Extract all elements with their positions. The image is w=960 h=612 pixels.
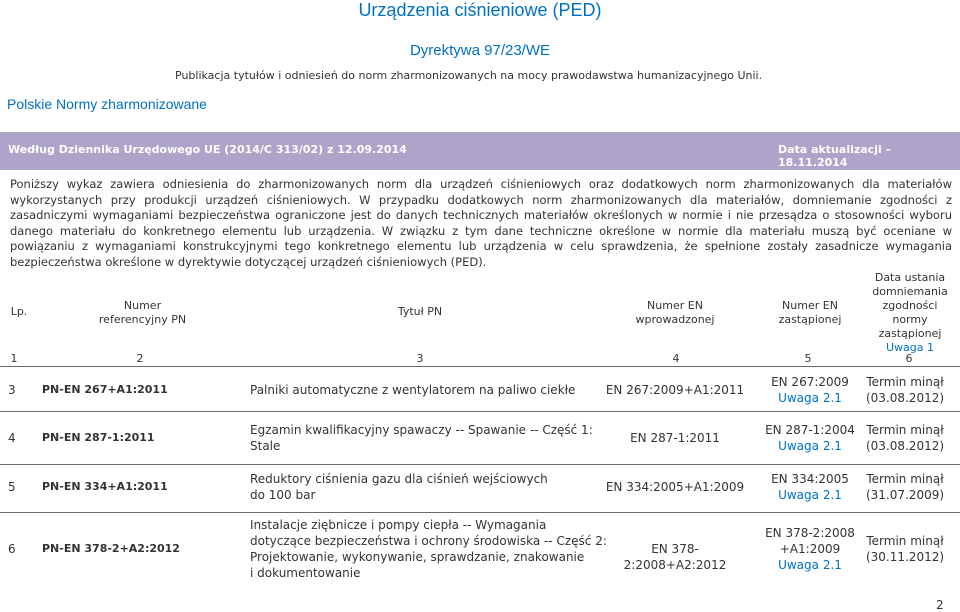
row-deadline: Termin minął (31.07.2009)	[865, 472, 945, 502]
row-lp: 6	[8, 542, 16, 556]
column-number: 5	[804, 352, 812, 365]
row-en-introduced: EN 287-1:2011	[630, 431, 720, 445]
row-en-replaced: EN 378-2:2008 +A1:2009 Uwaga 2.1	[750, 525, 870, 573]
table-divider	[0, 464, 960, 465]
row-en-introduced: EN 267:2009+A1:2011	[605, 383, 745, 397]
row-title: Egzamin kwalifikacyjny spawaczy -- Spawanie -- Część 1: Stale	[250, 423, 593, 453]
column-number: 1	[10, 352, 18, 365]
row-pn-number: PN-EN 334+A1:2011	[42, 480, 168, 493]
publication-note: Publikacja tytułów i odniesień do norm zharmonizowanych na mocy prawodawstwa humanizacyjnego Unii.	[175, 69, 763, 82]
row-lp: 3	[8, 383, 16, 397]
update-date: Data aktualizacji – 18.11.2014	[778, 143, 892, 169]
row-pn-number: PN-EN 287-1:2011	[42, 431, 155, 444]
row-en-introduced: EN 334:2005+A1:2009	[605, 480, 745, 494]
row-title: Reduktory ciśnienia gazu dla ciśnień wejściowych do 100 bar	[250, 472, 548, 502]
row-en-replaced: EN 267:2009 Uwaga 2.1	[750, 374, 870, 406]
table-divider	[0, 411, 960, 412]
column-number: 3	[416, 352, 424, 365]
header-lp: Lp.	[10, 305, 28, 318]
header-cessation-date: Data ustania domniemania zgodności normy zastąpionej Uwaga 1	[850, 271, 960, 355]
header-title: Tytuł PN	[397, 305, 443, 318]
note-2-1-link[interactable]: Uwaga 2.1	[778, 488, 842, 502]
row-title: Instalacje ziębnicze i pompy ciepła -- Wymagania dotyczące bezpieczeństwa i ochrony środowiska -- Część 2: Projektowanie, wykonywanie, sprawdzanie, znakowanie i dokumentowanie	[250, 518, 607, 580]
note-2-1-link[interactable]: Uwaga 2.1	[778, 391, 842, 405]
note-1-link[interactable]: Uwaga 1	[885, 341, 934, 354]
note-2-1-link[interactable]: Uwaga 2.1	[778, 439, 842, 453]
page-number: 2	[936, 598, 944, 612]
header-en-introduced: Numer EN wprowadzonej	[635, 299, 715, 326]
header-en-replaced: Numer EN zastąpionej	[778, 299, 842, 326]
table-divider	[0, 512, 960, 513]
note-2-1-link[interactable]: Uwaga 2.1	[778, 558, 842, 572]
directive-heading: Dyrektywa 97/23/WE	[409, 42, 551, 59]
column-number: 2	[136, 352, 144, 365]
header-reference-number: Numer referencyjny PN	[98, 299, 187, 326]
row-title: Palniki automatyczne z wentylatorem na paliwo ciekłe	[250, 383, 576, 397]
page-title: Urządzenia ciśnieniowe (PED)	[358, 0, 602, 20]
column-number: 6	[905, 352, 913, 365]
journal-reference: Według Dziennika Urzędowego UE (2014/C 313/02) z 12.09.2014	[8, 143, 407, 156]
row-pn-number: PN-EN 267+A1:2011	[42, 383, 168, 396]
row-deadline: Termin minął (30.11.2012)	[865, 534, 945, 564]
row-en-replaced: EN 287-1:2004 Uwaga 2.1	[750, 422, 870, 454]
row-en-replaced: EN 334:2005 Uwaga 2.1	[750, 471, 870, 503]
row-lp: 4	[8, 431, 16, 445]
column-number: 4	[672, 352, 680, 365]
row-pn-number: PN-EN 378-2+A2:2012	[42, 542, 180, 555]
polish-standards-label: Polskie Normy zharmonizowane	[7, 96, 207, 112]
intro-paragraph: Poniższy wykaz zawiera odniesienia do zharmonizowanych norm dla urządzeń ciśnieniowych oraz dodatkowych norm zharmonizowanych dla materiałów wykorzystanych przy produkcji urządzeń ciśnieniowych. W przypadku dodatkowych norm zharmonizowanych dla materiałów, domniemanie zgodności z zasadniczymi wymaganiami bezpieczeństwa ograniczone jest do danych technicznych materiałów określonych w normie i nie przesądza o stosowności wyboru danego materiału do konkretnego elementu lub urządzenia. W związku z tym dane techniczne określone w normie dla materiału muszą być oceniane w powiązaniu z wymaganiami konstrukcyjnymi tego konkretnego elementu lub urządzenia w celu sprawdzenia, że spełnione zostały zasadnicze wymagania bezpieczeństwa określone w dyrektywie dotyczącej urządzeń ciśnieniowych (PED).	[10, 177, 952, 269]
row-en-introduced: EN 378-2:2008+A2:2012	[623, 542, 727, 572]
table-divider	[0, 366, 960, 367]
row-deadline: Termin minął (03.08.2012)	[865, 375, 945, 405]
row-lp: 5	[8, 480, 16, 494]
row-deadline: Termin minął (03.08.2012)	[865, 423, 945, 453]
